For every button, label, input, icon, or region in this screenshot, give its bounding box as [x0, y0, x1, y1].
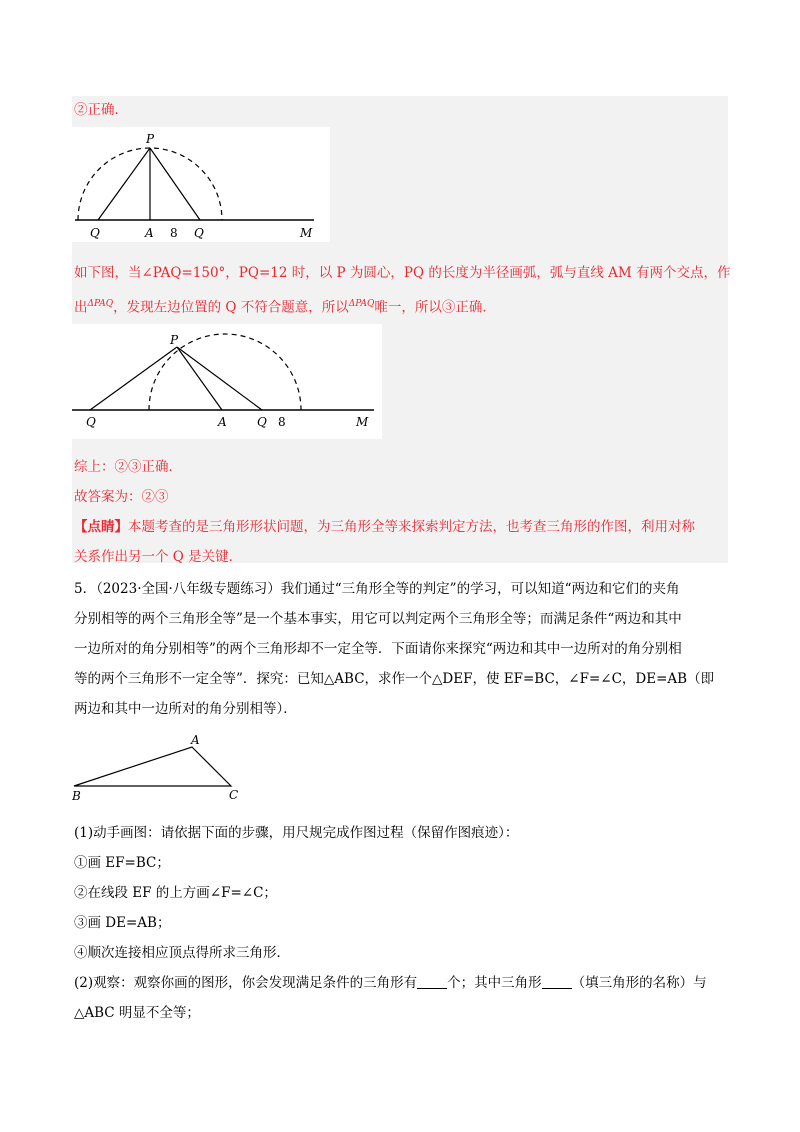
segment-pq-left: [98, 148, 150, 220]
q2-line-2: △ABC 明显不全等；: [74, 1005, 200, 1021]
segment-pq-right: [177, 347, 262, 410]
q2-line-1: [74, 973, 707, 993]
blank-count[interactable]: [417, 974, 447, 989]
label-p: P: [146, 132, 155, 146]
triangle-abc: [74, 747, 231, 786]
solution-line-1: ②正确．: [74, 102, 128, 118]
label-b: B: [72, 789, 81, 803]
label-8: 8: [170, 226, 178, 240]
q2-text-b: 个；其中三角形: [447, 975, 542, 991]
problem5-line-1: 5．（2023·全国·八年级专题练习）我们通过“三角形全等的判定”的学习，可以知道“两边和它们的夹角: [74, 581, 680, 597]
label-q-left: Q: [86, 415, 96, 429]
step-2: ②在线段 EF 的上方画∠F=∠C；: [74, 885, 277, 901]
segment-pq-left: [90, 347, 177, 410]
problem5-line-4: 等的两个三角形不一定全等”．探究：已知△ABC，求作一个△DEF，使 EF=BC，∠F=∠C，DE=AB（即: [74, 671, 715, 687]
comment-tag: 【点睛】: [74, 519, 128, 535]
comment-line-1: [74, 517, 695, 537]
solution-para-1-line-1: 如下图，当∠PAQ=150°，PQ=12 时，以 P 为圆心，PQ 的长度为半径画弧，弧与直线 AM 有两个交点，作: [74, 265, 731, 281]
small-triangle-2: ΔPAQ: [348, 299, 375, 309]
text-mid: ，发现左边位置的 Q 不符合题意，所以: [113, 299, 349, 316]
label-a: A: [191, 733, 200, 747]
q2-text-a: (2)观察：观察你画的图形，你会发现满足条件的三角形有: [74, 975, 418, 991]
problem5-line-2: 分别相等的两个三角形全等”是一个基本事实，用它可以判定两个三角形全等；而满足条件“两边和其中: [74, 611, 682, 627]
small-triangle-1: ΔPAQ: [87, 299, 114, 309]
text-chu: 出: [74, 299, 88, 316]
step-4: ④顺次连接相应顶点得所求三角形．: [74, 945, 290, 961]
label-a: A: [145, 226, 154, 240]
figure-1: [72, 127, 330, 242]
problem5-line-3: 一边所对的角分别相等”的两个三角形却不一定全等．下面请你来探究“两边和其中一边所对的角分别相: [74, 641, 682, 657]
label-q-right: Q: [257, 415, 267, 429]
figure-triangle-abc: [72, 730, 247, 805]
comment-text-1: 本题考查的是三角形形状问题，为三角形全等来探索判定方法，也考查三角形的作图，利用对称: [128, 519, 695, 535]
segment-pq-right: [150, 148, 200, 220]
problem5-line-5: 两边和其中一边所对的角分别相等）．: [74, 701, 297, 717]
solution-para-1-line-2: [74, 294, 496, 318]
text-end: 唯一，所以③正确．: [374, 299, 496, 316]
step-1: ①画 EF=BC；: [74, 855, 170, 871]
label-a: A: [218, 415, 227, 429]
answer-line: 故答案为：②③: [74, 489, 169, 505]
label-p: P: [170, 333, 179, 347]
q1-title: (1)动手画图：请依据下面的步骤，用尺规完成作图过程（保留作图痕迹）：: [74, 825, 519, 841]
label-m: M: [356, 415, 369, 429]
figure-2: [72, 324, 382, 439]
label-c: C: [229, 788, 239, 802]
label-m: M: [300, 226, 313, 240]
comment-line-2: 关系作出另一个 Q 是关键．: [74, 549, 243, 565]
q2-text-c: （填三角形的名称）与: [571, 975, 707, 991]
label-q-left: Q: [90, 226, 100, 240]
segment-pa: [177, 347, 222, 410]
blank-triangle-name[interactable]: [542, 974, 572, 989]
step-3: ③画 DE=AB；: [74, 915, 171, 931]
label-8: 8: [278, 415, 286, 429]
summary-line: 综上：②③正确．: [74, 459, 182, 475]
label-q-right: Q: [194, 226, 204, 240]
